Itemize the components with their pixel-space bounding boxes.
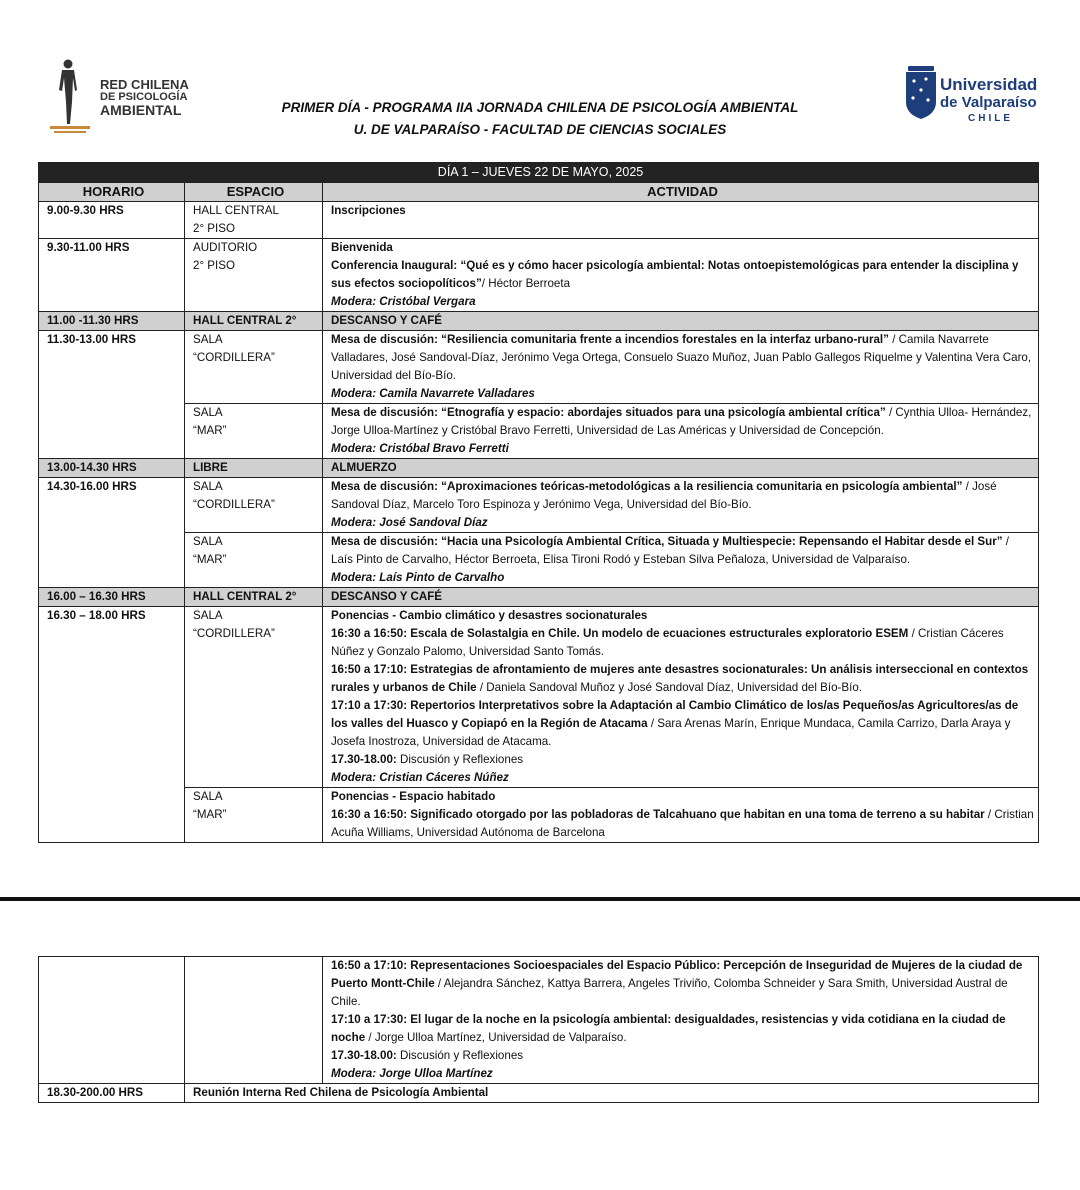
moderator: Modera: Cristóbal Bravo Ferretti — [331, 442, 509, 455]
row-time: 16.00 – 16.30 HRS — [39, 588, 185, 607]
row-space-floor: 2° PISO — [193, 259, 236, 272]
table-row — [39, 459, 1039, 478]
session-authors: / Laís Pinto de Carvalho, Héctor Berroeta, Elisa Tironi Rodó y Esteban Silva Peñaloza, Universidad de Valparaíso. — [331, 535, 1010, 566]
moderator: Modera: Jorge Ulloa Martínez — [331, 1067, 493, 1080]
table-row — [39, 533, 1039, 588]
conference-speaker: / Héctor Berroeta — [481, 277, 571, 290]
session-title: Mesa de discusión: “Hacia una Psicología Ambiental Crítica, Situada y Multiespecie: Repensando el Habitar desde el Sur” — [331, 535, 1003, 548]
red-chilena-logo — [48, 58, 208, 134]
row-activity: ALMUERZO — [323, 459, 1039, 478]
row-space: SALA — [193, 609, 223, 622]
talk-title: 16:30 a 16:50: Escala de Solastalgia en Chile. Un modelo de ecuaciones estructurales exploratorio ESEM — [331, 627, 909, 640]
session-heading: Ponencias - Cambio climático y desastres socionaturales — [331, 609, 648, 622]
row-time: 9.00-9.30 HRS — [47, 204, 124, 217]
logo-right-line3: CHILE — [968, 113, 1013, 124]
row-time: 11.30-13.00 HRS — [47, 333, 136, 346]
logo-right-line1: Universidad — [940, 75, 1038, 94]
session-heading: Ponencias - Espacio habitado — [331, 790, 496, 803]
row-space: HALL CENTRAL — [193, 204, 279, 217]
discussion-time: 17.30-18.00: — [331, 753, 397, 766]
page-break-divider — [0, 897, 1080, 901]
room-name: “MAR” — [193, 553, 227, 566]
talk-authors: / Cristian Acuña Williams, Universidad Autónoma de Barcelona — [331, 808, 1034, 839]
talk-title: 17:10 a 17:30: Repertorios Interpretativos sobre la Adaptación al Cambio Climático de los/as Pequeños/as Agricultores/as de los valles del Huasco y Copiapó en la Región de Atacama — [331, 699, 1019, 730]
discussion-time: 17.30-18.00: — [331, 1049, 397, 1062]
session-authors: / Cynthia Ulloa- Hernández, Jorge Ulloa-Martínez y Cristóbal Bravo Ferretti, Universidad de Las Américas y Universidad de Concepción. — [331, 406, 1032, 437]
discussion-label: Discusión y Reflexiones — [399, 753, 524, 766]
session-title: Mesa de discusión: “Etnografía y espacio: abordajes situados para una psicología ambiental crítica” — [331, 406, 886, 419]
row-space: LIBRE — [185, 459, 323, 478]
row-activity: Inscripciones — [331, 204, 406, 217]
logo-right-line2: de Valparaíso — [940, 94, 1037, 111]
row-space: AUDITORIO — [193, 241, 258, 254]
moderator: Modera: Laís Pinto de Carvalho — [331, 571, 505, 584]
table-row — [39, 404, 1039, 459]
row-time: 18.30-200.00 HRS — [47, 1086, 144, 1099]
program-table-continued — [38, 956, 1039, 1103]
row-space: SALA — [193, 480, 223, 493]
table-row — [39, 957, 1039, 1084]
table-row — [39, 1084, 1039, 1103]
talk-authors: / Daniela Sandoval Muñoz y José Sandoval Díaz, Universidad del Bío-Bío. — [479, 681, 863, 694]
room-name: “CORDILLERA” — [193, 498, 275, 511]
talk-title: 16:50 a 17:10: Estrategias de afrontamiento de mujeres ante desastres socionaturales: Un análisis interseccional en contextos rurales y urbanos de Chile — [331, 663, 1029, 694]
talk-authors: / Cristian Cáceres Núñez y Gonzalo Palomo, Universidad Santo Tomás. — [331, 627, 1004, 658]
row-time: 9.30-11.00 HRS — [47, 241, 130, 254]
moderator: Modera: Camila Navarrete Valladares — [331, 387, 535, 400]
row-activity: DESCANSO Y CAFÉ — [323, 312, 1039, 331]
moderator: Modera: José Sandoval Díaz — [331, 516, 488, 529]
moderator: Modera: Cristian Cáceres Núñez — [331, 771, 509, 784]
row-space: SALA — [193, 333, 223, 346]
row-space-floor: 2° PISO — [193, 222, 236, 235]
table-row — [39, 478, 1039, 533]
col-actividad: ACTIVIDAD — [323, 183, 1039, 202]
shield-icon — [904, 64, 938, 120]
table-row — [39, 312, 1039, 331]
room-name: “MAR” — [193, 808, 227, 821]
col-horario: HORARIO — [39, 183, 185, 202]
row-space: SALA — [193, 535, 223, 548]
room-name: “CORDILLERA” — [193, 351, 275, 364]
session-title: Mesa de discusión: “Aproximaciones teóricas-metodológicas a la resiliencia comunitaria en psicología ambiental” — [331, 480, 963, 493]
row-space: HALL CENTRAL 2° — [185, 588, 323, 607]
row-welcome: Bienvenida — [331, 241, 393, 254]
col-espacio: ESPACIO — [185, 183, 323, 202]
universidad-valparaiso-logo — [900, 64, 1040, 128]
row-time: 14.30-16.00 HRS — [47, 480, 137, 493]
session-authors: / Camila Navarrete Valladares, José Sandoval-Díaz, Jerónimo Vega Ortega, Consuelo Suazo Muñoz, Juan Pablo Gallegos Riquelme y Valentina Vera Caro, Universidad del Bío-Bío. — [331, 333, 1032, 382]
row-space: HALL CENTRAL 2° — [185, 312, 323, 331]
room-name: “CORDILLERA” — [193, 627, 275, 640]
talk-title: 16:50 a 17:10: Representaciones Socioespaciales del Espacio Público: Percepción de Inseguridad de Mujeres de la ciudad de Puerto Montt-Chile — [331, 959, 1023, 990]
logo-left-line2: DE PSICOLOGÍA — [100, 91, 188, 103]
table-row — [39, 607, 1039, 788]
talk-authors: / Sara Arenas Marín, Enrique Mundaca, Camila Carrizo, Darla Araya y Josefa Inostroza, Universidad de Atacama. — [331, 717, 1011, 748]
row-activity: Reunión Interna Red Chilena de Psicología Ambiental — [193, 1086, 489, 1099]
table-row — [39, 788, 1039, 843]
talk-title: 16:30 a 16:50: Significado otorgado por las pobladoras de Talcahuano que habitan en una toma de terreno a su habitar — [331, 808, 985, 821]
row-space: SALA — [193, 790, 223, 803]
row-time: 11.00 -11.30 HRS — [39, 312, 185, 331]
talk-title: 17:10 a 17:30: El lugar de la noche en la psicología ambiental: desigualdades, resistencias y vida cotidiana en la ciudad de noche — [331, 1013, 1006, 1044]
table-row — [39, 239, 1039, 312]
program-table — [38, 162, 1039, 843]
row-time: 16.30 – 18.00 HRS — [47, 609, 146, 622]
moderator: Modera: Cristóbal Vergara — [331, 295, 476, 308]
page-title-line2: U. DE VALPARAÍSO - FACULTAD DE CIENCIAS SOCIALES — [353, 122, 727, 137]
session-authors: / José Sandoval Díaz, Marcelo Toro Espinoza y Jerónimo Vega, Universidad del Bío-Bío. — [331, 480, 997, 511]
logo-left-line1: RED CHILENA — [100, 77, 189, 92]
row-space: SALA — [193, 406, 223, 419]
conference-title: Conferencia Inaugural: “Qué es y cómo hacer psicología ambiental: Notas ontoepistemológicas para entender la disciplina y sus efectos sociopolíticos” — [331, 259, 1019, 290]
talk-authors: / Alejandra Sánchez, Kattya Barrera, Angeles Triviño, Colomba Schneider y Sara Smith, Universidad Austral de Chile. — [331, 977, 1008, 1008]
table-row — [39, 202, 1039, 239]
human-figure-icon — [48, 58, 94, 134]
discussion-label: Discusión y Reflexiones — [399, 1049, 524, 1062]
day-header: DÍA 1 – JUEVES 22 DE MAYO, 2025 — [39, 163, 1039, 183]
session-title: Mesa de discusión: “Resiliencia comunitaria frente a incendios forestales en la interfaz urbano-rural” — [331, 333, 889, 346]
page-title-line1: PRIMER DÍA - PROGRAMA IIA JORNADA CHILENA DE PSICOLOGÍA AMBIENTAL — [281, 100, 799, 115]
table-row — [39, 588, 1039, 607]
row-time: 13.00-14.30 HRS — [39, 459, 185, 478]
table-row — [39, 331, 1039, 404]
room-name: “MAR” — [193, 424, 227, 437]
talk-authors: / Jorge Ulloa Martínez, Universidad de Valparaíso. — [368, 1031, 627, 1044]
row-activity: DESCANSO Y CAFÉ — [323, 588, 1039, 607]
logo-left-line3: AMBIENTAL — [100, 102, 182, 118]
